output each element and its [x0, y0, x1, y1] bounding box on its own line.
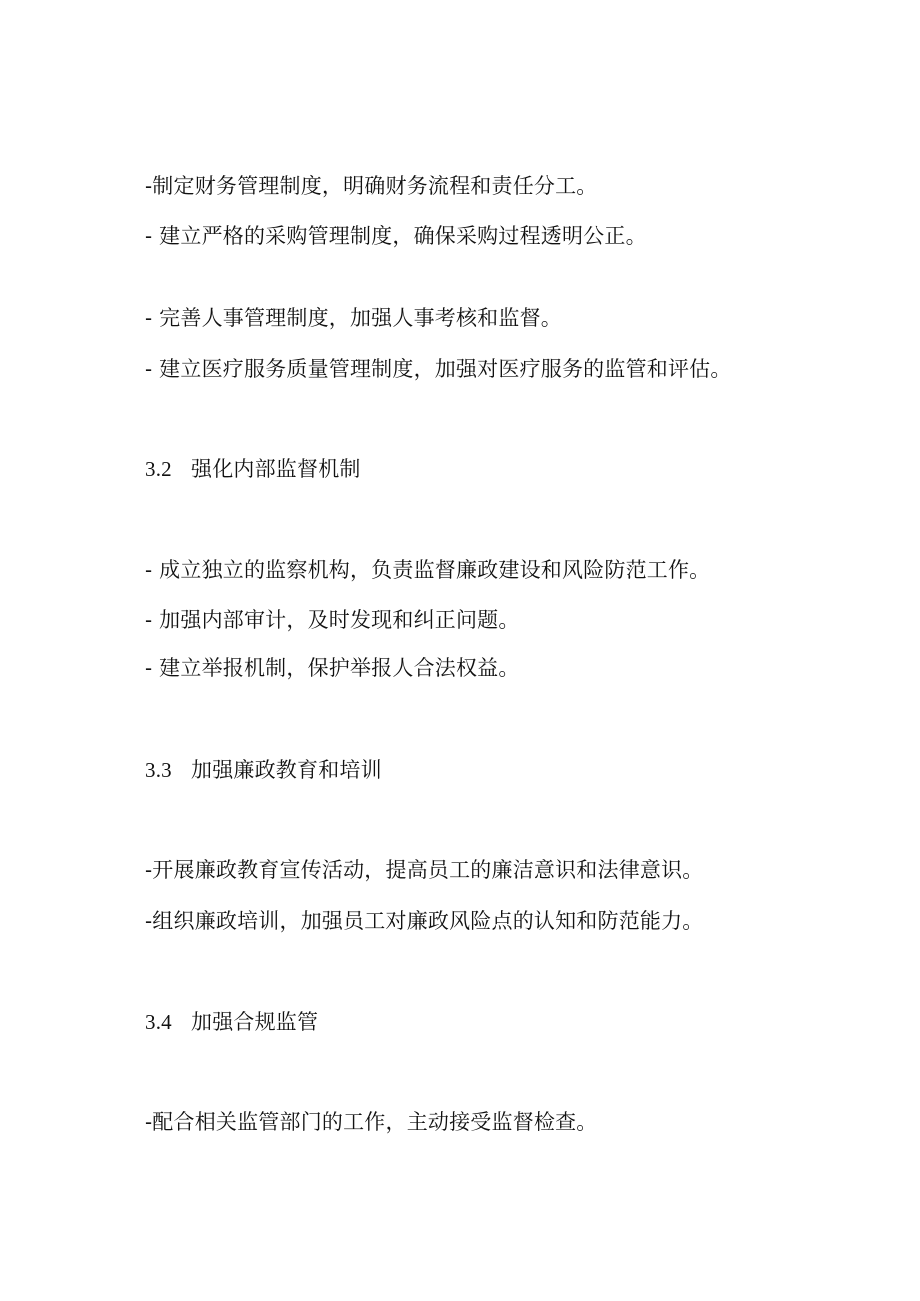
list-item: - 建立医疗服务质量管理制度，加强对医疗服务的监管和评估。: [145, 357, 732, 381]
section-title: 加强廉政教育和培训: [191, 758, 382, 782]
section-number: 3.3: [145, 758, 172, 782]
list-item: - 完善人事管理制度，加强人事考核和监督。: [145, 306, 562, 330]
section-title: 加强合规监管: [191, 1010, 319, 1034]
list-item: -开展廉政教育宣传活动，提高员工的廉洁意识和法律意识。: [145, 858, 704, 882]
list-item: -制定财务管理制度，明确财务流程和责任分工。: [145, 174, 598, 198]
list-item: - 建立严格的采购管理制度，确保采购过程透明公正。: [145, 224, 647, 248]
section-number: 3.4: [145, 1010, 172, 1034]
list-item: - 加强内部审计，及时发现和纠正问题。: [145, 608, 520, 632]
list-item: - 成立独立的监察机构，负责监督廉政建设和风险防范工作。: [145, 558, 711, 582]
list-item: -组织廉政培训，加强员工对廉政风险点的认知和防范能力。: [145, 909, 704, 933]
section-heading-3-3: [145, 756, 382, 784]
section-heading-3-2: [145, 455, 361, 483]
section-title: 强化内部监督机制: [191, 457, 361, 481]
list-item: - 建立举报机制，保护举报人合法权益。: [145, 656, 520, 680]
section-heading-3-4: [145, 1008, 318, 1036]
list-item: -配合相关监管部门的工作，主动接受监督检查。: [145, 1110, 598, 1134]
section-number: 3.2: [145, 457, 172, 481]
